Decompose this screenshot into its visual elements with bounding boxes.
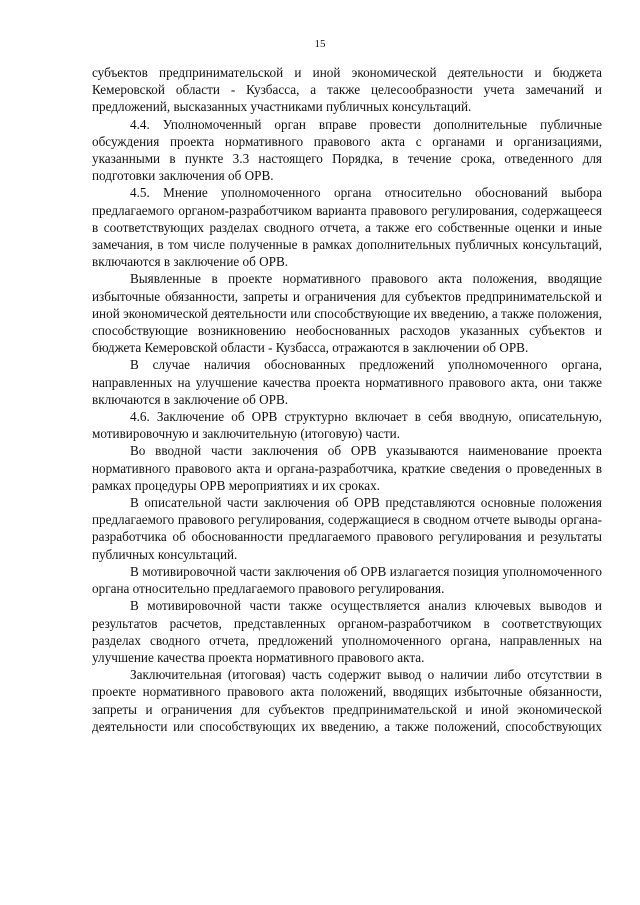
page-number: 15 <box>314 38 326 50</box>
paragraph-final-part: Заключительная (итоговая) часть содержит вывод о наличии либо отсутствии в проекте нормативного правового акта положений, вводящих избыточные обязанности, запреты и ограничения для субъектов предпринимательской и иной экономической деятельности или способствующих их введению, а также положений, способствующих <box>92 667 602 734</box>
paragraph-identified-provisions: Выявленные в проекте нормативного правового акта положения, вводящие избыточные обязанности, запреты и ограничения для субъектов предпринимательской и иной экономической деятельности или способствующие их введению, а также положения, способствующие возникновению необоснованных расходов указанных субъектов и бюджета Кемеровской области - Кузбасса, отражаются в заключении об ОРВ. <box>92 271 602 356</box>
paragraph-4-4: 4.4. Уполномоченный орган вправе провести дополнительные публичные обсуждения проекта нормативного правового акта с органами и организациями, указанными в пункте 3.3 настоящего Порядка, в течение срока, отведенного для подготовки заключения об ОРВ. <box>92 116 602 184</box>
paragraph-continuation: субъектов предпринимательской и иной экономической деятельности и бюджета Кемеровской области - Кузбасса, а также целесообразности учета замечаний и предложений, высказанных участниками публичных консультаций. <box>92 65 602 115</box>
paragraph-descriptive-part: В описательной части заключения об ОРВ представляются основные положения предлагаемого правового регулирования, содержащиеся в сводном отчете выводы органа-разработчика об обоснованности предлагаемого правового регулирования и результаты публичных консультаций. <box>92 495 602 562</box>
document-body <box>92 64 602 735</box>
paragraph-4-5: 4.5. Мнение уполномоченного органа относительно обоснований выбора предлагаемого органом-разработчиком варианта правового регулирования, содержащееся в соответствующих разделах сводного отчета, а также его собственные оценки и иные замечания, в том числе полученные в рамках дополнительных публичных консультаций, включаются в заключение об ОРВ. <box>92 185 602 270</box>
paragraph-proposals: В случае наличия обоснованных предложений уполномоченного органа, направленных на улучшение качества проекта нормативного правового акта, они также включаются в заключение об ОРВ. <box>92 357 602 407</box>
paragraph-motivational-part: В мотивировочной части заключения об ОРВ излагается позиция уполномоченного органа относительно предлагаемого правового регулирования. <box>92 563 602 597</box>
paragraph-motivational-analysis: В мотивировочной части также осуществляется анализ ключевых выводов и результатов расчетов, представленных органом-разработчиком в соответствующих разделах сводного отчета, предложений уполномоченного органа, направленных на улучшение качества проекта нормативного правового акта. <box>92 598 602 665</box>
paragraph-4-6: 4.6. Заключение об ОРВ структурно включает в себя вводную, описательную, мотивировочную и заключительную (итоговую) части. <box>92 409 602 442</box>
paragraph-introductory-part: Во вводной части заключения об ОРВ указываются наименование проекта нормативного правового акта и органа-разработчика, краткие сведения о проведенных в рамках процедуры ОРВ мероприятиях и их сроках. <box>92 443 602 493</box>
